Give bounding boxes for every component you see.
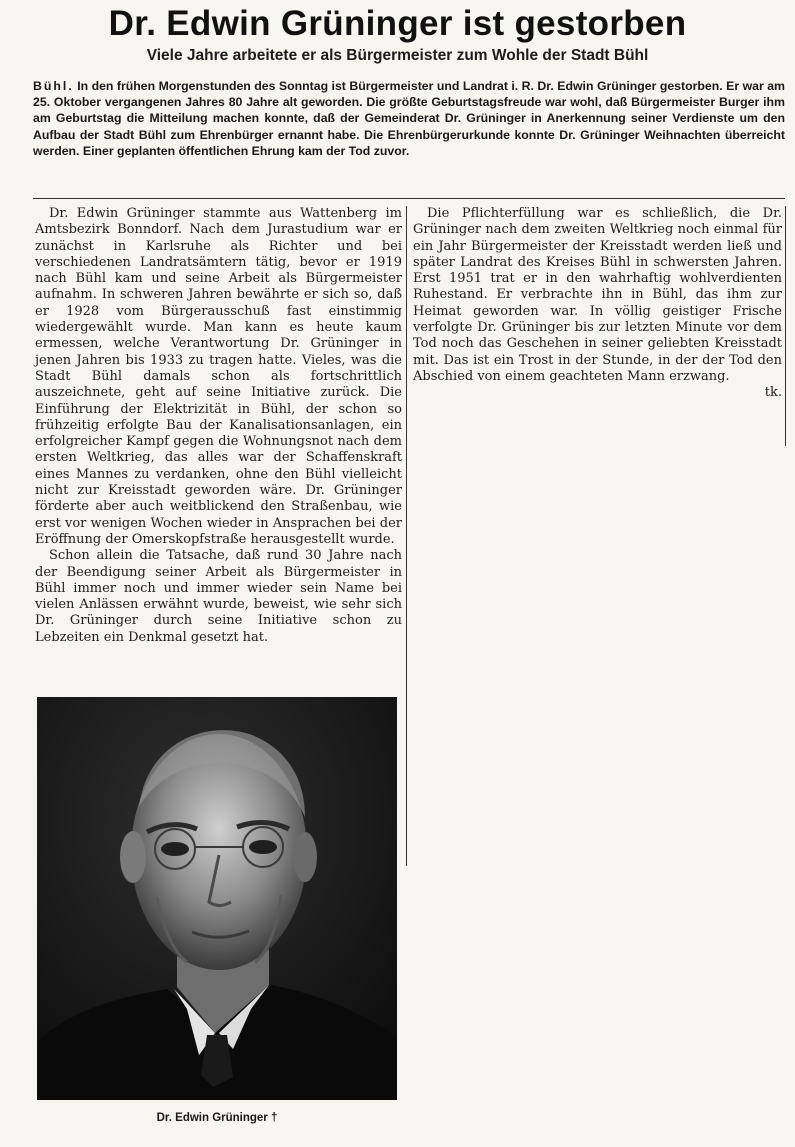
body-paragraph-1: Dr. Edwin Grüninger stammte aus Wattenberg im Amtsbezirk Bonndorf. Nach dem Jurastudium war er zunächst in Karlsruhe als Richter und bei verschiedenen Landratsämtern tätig, bevor er 1919 nach Bühl kam und seine Arbeit als Bürgermeister aufnahm. In schweren Jahren bewährte er sich so, daß er 1928 vom Bürgerausschuß fast einstimmig wiedergewählt wurde. Man kann es heute kaum ermessen, welche Verantwortung Dr. Grüninger in jenen Jahren bis 1933 zu tragen hatte. Vieles, was die Stadt Bühl damals schon als fortschrittlich auszeichnete, geht auf seine Initiative zurück. Die Einführung der Elektrizität in Bühl, der schon so frühzeitig erfolgte Bau der Kanalisationsanlagen, ein erfolgreicher Kampf gegen die Wohnungsnot nach dem ersten Weltkrieg, das alles war der Schaffenskraft eines Mannes zu verdanken, ohne den Bühl vielleicht nicht zur Kreisstadt geworden wäre. Dr. Grüninger förderte aber auch weitblickend den Straßenbau, wie erst vor wenigen Wochen wieder in Ansprachen bei der Eröffnung der Omerskopfstraße herausgestellt wurde. [35, 206, 402, 547]
lead-paragraph [33, 78, 785, 159]
photo-caption: Dr. Edwin Grüninger † [156, 1112, 278, 1124]
lead-text: In den frühen Morgenstunden des Sonntag ist Bürgermeister und Landrat i. R. Dr. Edwin Grüninger gestorben. Er war am 25. Oktober vergangenen Jahres 80 Jahre alt geworden. Die größte Geburtstagsfreude war wohl, daß Bürgermeister Burger ihm am Geburtstag die Mitteilung machen konnte, daß der Gemeinderat Dr. Grüninger in Anerkennung seiner Verdienste um den Aufbau der Stadt Bühl zum Ehrenbürger ernannt habe. Die Ehrenbürgerurkunde konnte Dr. Grüninger Weihnachten überreicht werden. Einer geplanten öffentlichen Ehrung kam der Tod zuvor. [33, 79, 785, 158]
author-signoff: tk. [764, 385, 782, 401]
body-paragraph-2: Schon allein die Tatsache, daß rund 30 Jahre nach der Beendigung seiner Arbeit als Bürgermeister in Bühl immer noch und immer wieder sein Name bei vielen Anlässen erwähnt wurde, beweist, wie sehr sich Dr. Grüninger durch seine Initiative schon zu Lebzeiten ein Denkmal gesetzt hat. [35, 548, 402, 645]
lead-place: Bühl. [33, 79, 74, 93]
portrait-image [37, 697, 397, 1100]
body-paragraph-3: Die Pflichterfüllung war es schließlich, die Dr. Grüninger nach dem zweiten Weltkrieg noch einmal für ein Jahr Bürgermeister der Kreisstadt werden ließ und später Landrat des Kreises Bühl in schwersten Jahren. Erst 1951 trat er in den wahrhaftig wohlverdienten Ruhestand. Er verbrachte ihn in Bühl, das ihm zur Heimat geworden war. In völlig geistiger Frische verfolgte Dr. Grüninger bis zur letzten Minute vor dem Tod noch das Geschehen in seiner geliebten Kreisstadt mit. Das ist ein Trost in der Stunde, in der der Tod den Abschied von einem geachteten Mann erzwang. [413, 206, 782, 384]
portrait-photo [37, 697, 397, 1100]
column-divider [406, 206, 407, 866]
column-left [35, 206, 402, 646]
subheadline: Viele Jahre arbeitete er als Bürgermeister zum Wohle der Stadt Bühl [146, 47, 649, 64]
column-right [413, 206, 782, 402]
lead-divider [33, 198, 785, 199]
article-end-rule [785, 206, 786, 446]
headline: Dr. Edwin Grüninger ist gestorben [108, 4, 687, 43]
